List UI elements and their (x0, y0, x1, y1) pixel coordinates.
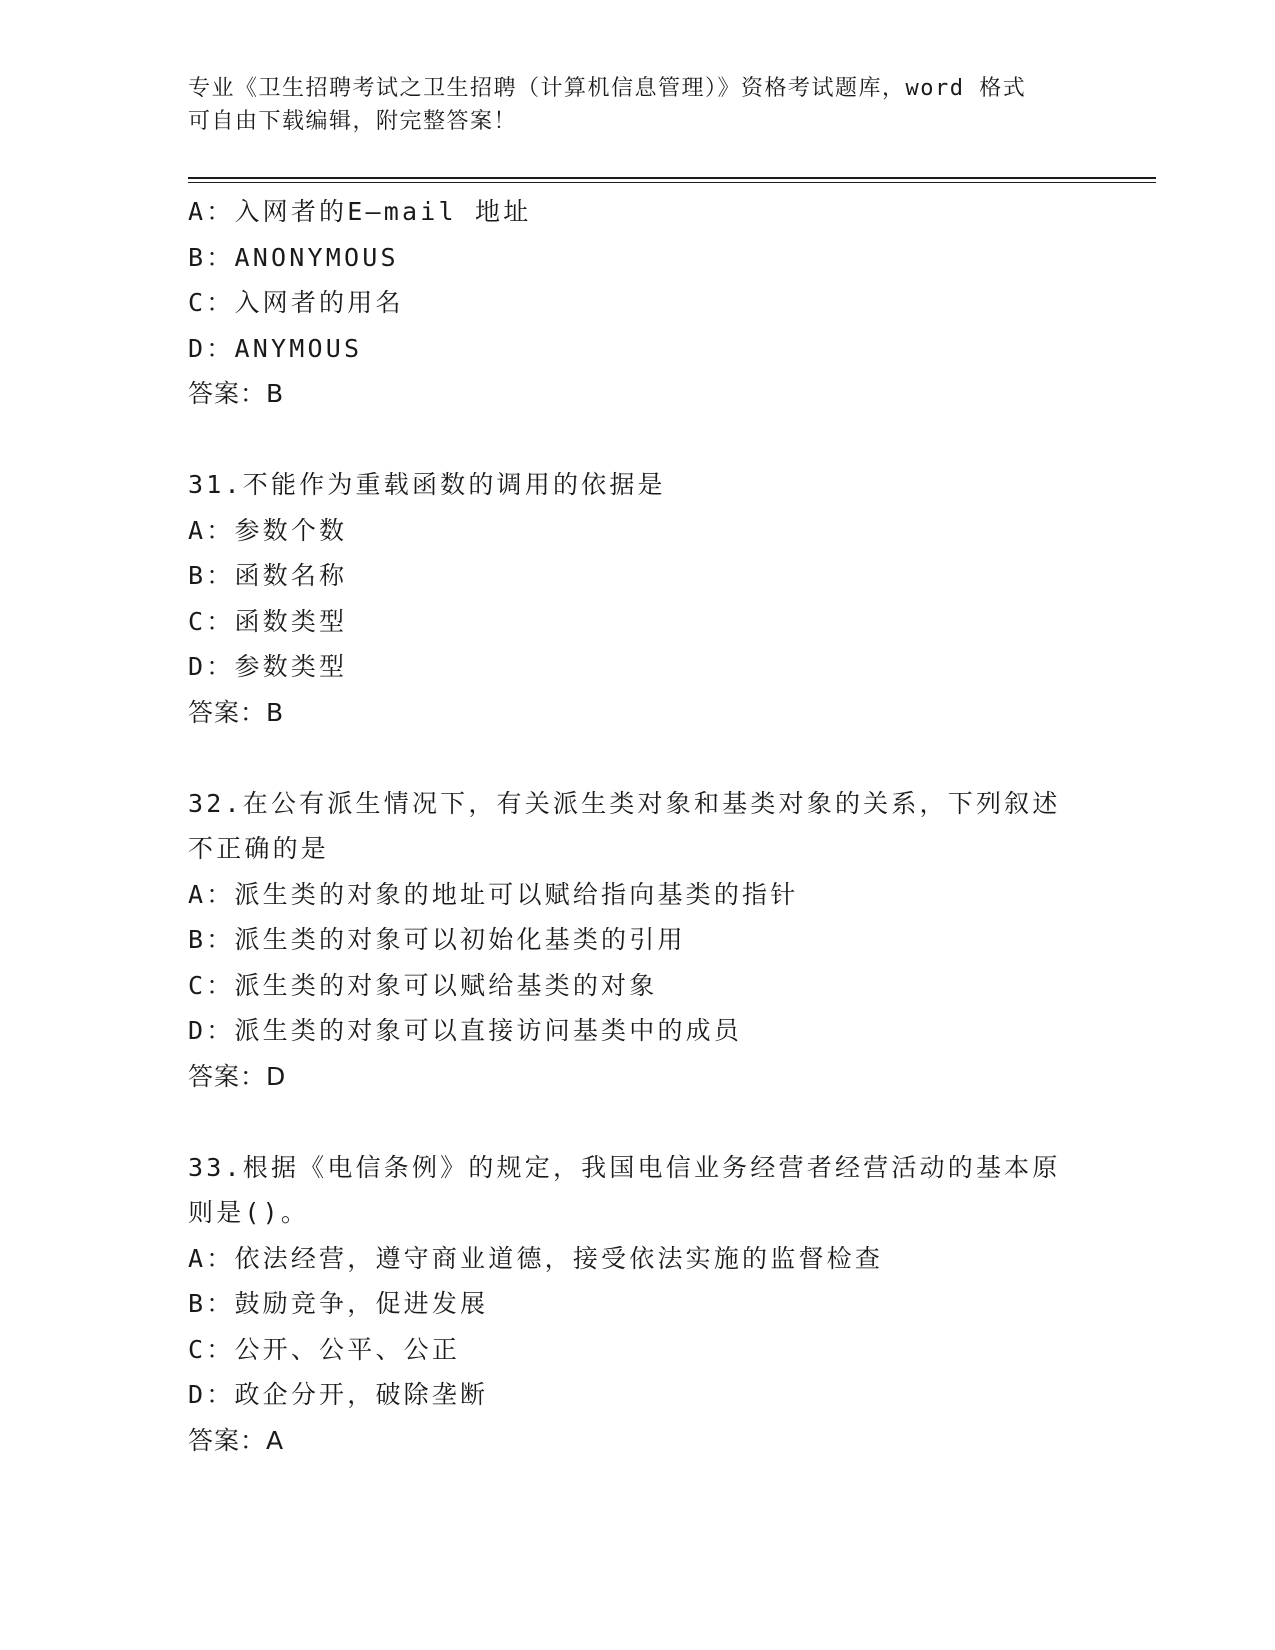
answer-line: 答案：A (188, 1425, 285, 1455)
option-d: D：政企分开，破除垄断 (188, 1380, 489, 1409)
option-c: C：函数类型 (188, 606, 348, 636)
option-d: D：参数类型 (188, 652, 348, 681)
option-b: B：ANONYMOUS (188, 242, 399, 272)
option-b: B：派生类的对象可以初始化基类的引用 (188, 925, 686, 954)
question-list (188, 189, 1088, 1463)
option-a: A：参数个数 (188, 515, 348, 545)
question-text-line-1: 32.在公有派生情况下，有关派生类对象和基类对象的关系，下列叙述 (188, 788, 1061, 818)
question-text-line-2: 则是()。 (188, 1198, 310, 1227)
option-b: B：鼓励竞争，促进发展 (188, 1289, 489, 1318)
option-a: A：入网者的E—mail 地址 (188, 197, 532, 226)
option-d: D：派生类的对象可以直接访问基类中的成员 (188, 1016, 743, 1045)
header-divider-thin (188, 182, 1156, 183)
question-block-33 (188, 1145, 1088, 1464)
document-header (188, 72, 1068, 138)
answer-line: 答案：B (188, 379, 285, 408)
spacer (188, 1099, 1088, 1145)
option-a: A：派生类的对象的地址可以赋给指向基类的指针 (188, 879, 799, 909)
question-block-31 (188, 462, 1088, 735)
question-block-30 (188, 189, 1088, 417)
header-divider-thick (188, 177, 1156, 179)
option-a: A：依法经营，遵守商业道德，接受依法实施的监督检查 (188, 1243, 884, 1273)
question-text-line-2: 不正确的是 (188, 834, 330, 863)
option-c: C：公开、公平、公正 (188, 1334, 461, 1364)
question-text: 31.不能作为重载函数的调用的依据是 (188, 470, 666, 499)
answer-line: 答案：D (188, 1061, 287, 1091)
header-line-2: 可自由下载编辑，附完整答案！ (188, 109, 518, 134)
question-text-line-1: 33.根据《电信条例》的规定，我国电信业务经营者经营活动的基本原 (188, 1152, 1061, 1182)
question-block-32 (188, 781, 1088, 1100)
spacer (188, 735, 1088, 781)
option-d: D：ANYMOUS (188, 333, 363, 363)
option-c: C：派生类的对象可以赋给基类的对象 (188, 970, 658, 1000)
answer-line: 答案：B (188, 697, 285, 727)
option-b: B：函数名称 (188, 561, 348, 590)
spacer (188, 417, 1088, 463)
option-c: C：入网者的用名 (188, 288, 404, 317)
header-line-1: 专业《卫生招聘考试之卫生招聘（计算机信息管理）》资格考试题库，word 格式 (188, 76, 1027, 101)
